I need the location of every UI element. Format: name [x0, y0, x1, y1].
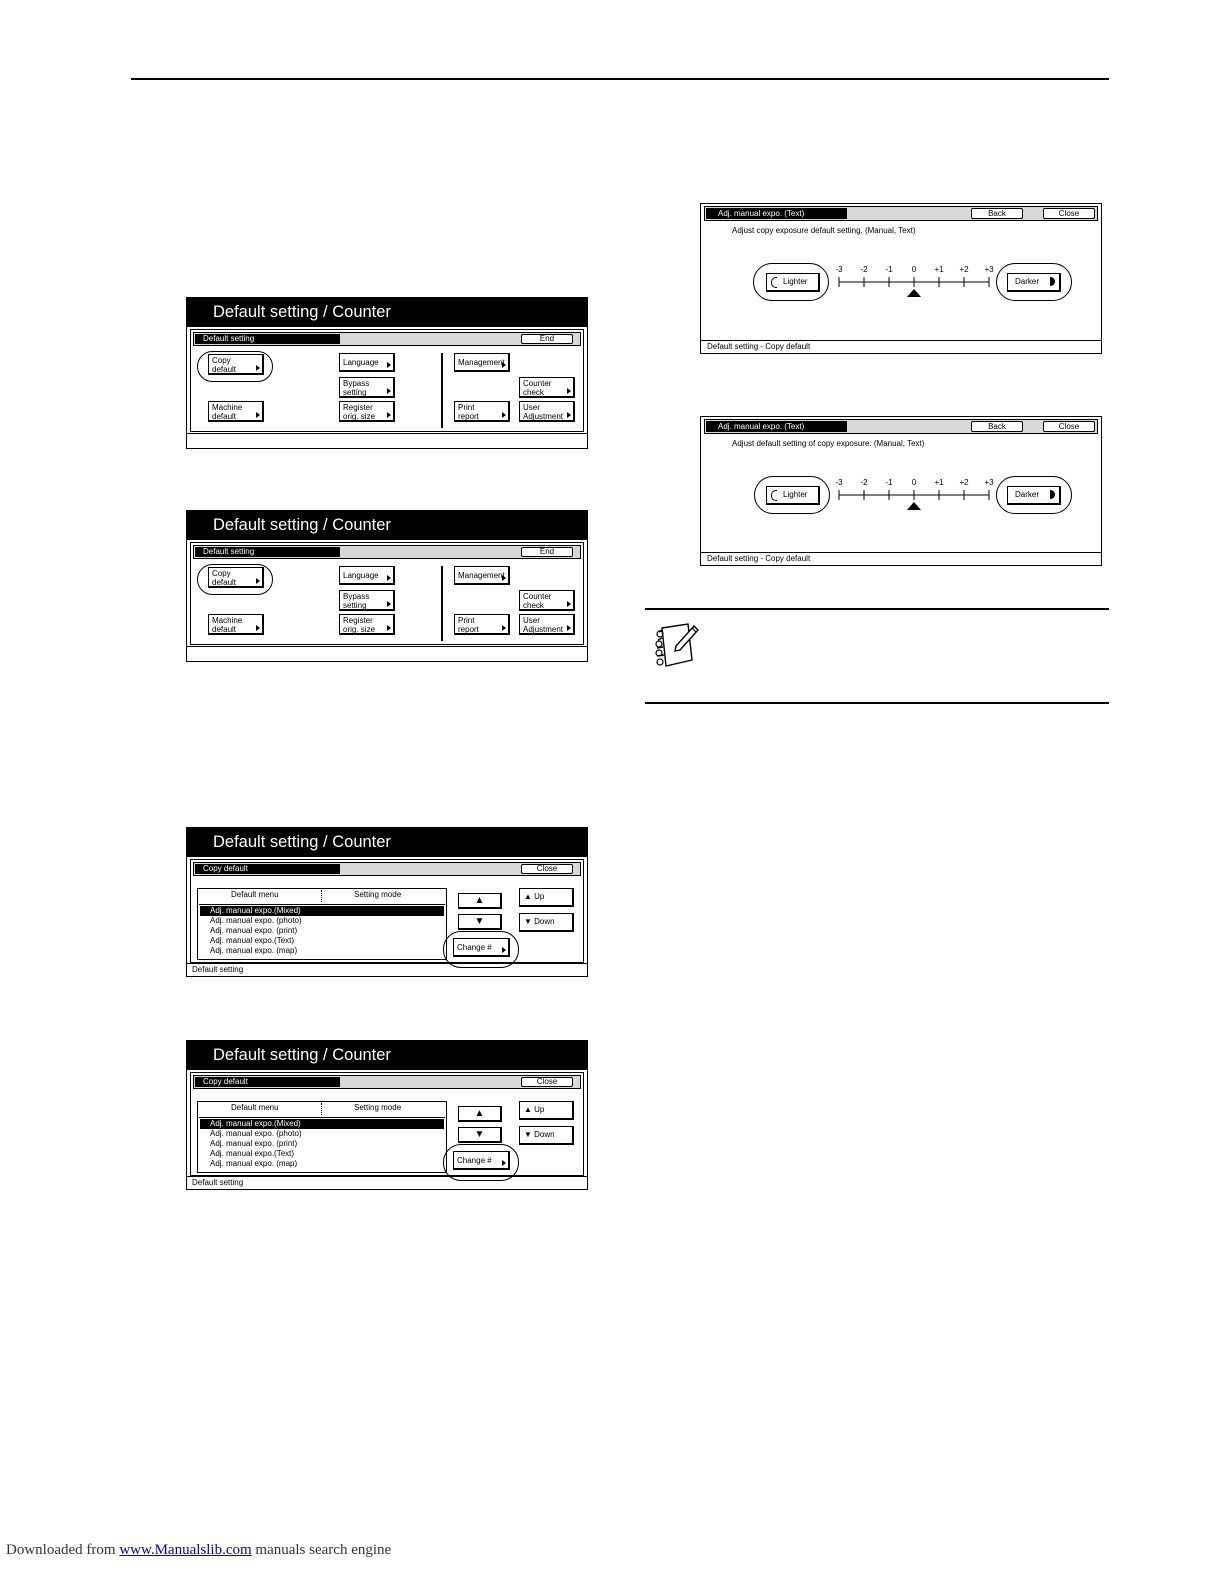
- arrow-right-icon: [387, 601, 391, 607]
- footer-breadcrumb: Default setting: [192, 965, 244, 974]
- close-button[interactable]: Close: [1043, 208, 1095, 219]
- screen-title: Default setting / Counter: [187, 1041, 587, 1070]
- arrow-right-icon: [387, 575, 391, 581]
- default-setting-screen-1: [186, 297, 588, 449]
- copy-default-screen-2: [186, 1040, 588, 1190]
- scale-label: +3: [984, 265, 994, 274]
- half-circle-left-icon: [771, 490, 777, 501]
- scale-label: -1: [885, 265, 893, 274]
- copy-default-screen-1: [186, 827, 588, 977]
- screen-title: Default setting / Counter: [187, 298, 587, 327]
- divider: [441, 353, 443, 428]
- arrow-right-icon: [256, 578, 260, 584]
- machine-default-button[interactable]: Machine default: [208, 401, 264, 422]
- scroll-down-button[interactable]: ▼: [458, 1127, 502, 1143]
- back-button[interactable]: Back: [971, 421, 1023, 432]
- scale-label: -3: [835, 265, 843, 274]
- change-button[interactable]: Change #: [453, 938, 510, 957]
- back-button[interactable]: Back: [971, 208, 1023, 219]
- language-button[interactable]: Language: [339, 566, 395, 585]
- exposure-scale: [831, 472, 995, 512]
- download-footer: Downloaded from www.Manualslib.com manuals search engine: [6, 1542, 392, 1558]
- manualslib-link[interactable]: www.Manualslib.com: [119, 1542, 252, 1558]
- down-button[interactable]: ▼ Down: [519, 913, 574, 932]
- management-button[interactable]: Management: [454, 566, 510, 585]
- list-item[interactable]: Adj. manual expo. (map): [210, 1159, 298, 1168]
- end-button[interactable]: End: [521, 547, 573, 557]
- scale-graphic: [831, 259, 995, 299]
- print-report-button[interactable]: Print report: [454, 614, 510, 635]
- notepad-icon: [648, 620, 700, 672]
- scale-label: -2: [860, 478, 868, 487]
- column-header-setting-mode: Setting mode: [354, 890, 402, 899]
- default-menu-list: [197, 888, 447, 960]
- exposure-screen-2: [700, 416, 1102, 566]
- header-label: Copy default: [195, 1077, 340, 1087]
- default-menu-list: [197, 1101, 447, 1173]
- scale-label: 0: [911, 265, 917, 274]
- divider: [441, 566, 443, 641]
- counter-check-button[interactable]: Counter check: [519, 377, 575, 398]
- exposure-scale: [831, 259, 995, 299]
- half-circle-right-icon: [1050, 277, 1055, 286]
- note-bottom-rule: [645, 702, 1109, 704]
- scroll-up-button[interactable]: ▲: [458, 893, 502, 909]
- column-header-setting-mode: Setting mode: [354, 1103, 402, 1112]
- scale-label: -1: [885, 478, 893, 487]
- user-adjustment-button[interactable]: User Adjustment: [519, 614, 575, 635]
- darker-button[interactable]: Darker: [1007, 486, 1061, 505]
- column-header-default-menu: Default menu: [231, 1103, 279, 1112]
- scale-label: +1: [934, 478, 944, 487]
- half-circle-right-icon: [1050, 490, 1055, 499]
- list-item[interactable]: Adj. manual expo. (map): [210, 946, 298, 955]
- scroll-down-button[interactable]: ▼: [458, 914, 502, 930]
- description: Adjust default setting of copy exposure. (Manual, Text): [732, 439, 925, 448]
- footer-breadcrumb: Default setting - Copy default: [707, 554, 811, 563]
- list-item[interactable]: Adj. manual expo. (photo): [210, 916, 302, 925]
- scale-label: +2: [959, 265, 969, 274]
- header-label: Default setting: [195, 547, 340, 557]
- down-button[interactable]: ▼ Down: [519, 1126, 574, 1145]
- scale-label: 0: [911, 478, 917, 487]
- bypass-setting-button[interactable]: Bypass setting: [339, 590, 395, 611]
- screen-title: Default setting / Counter: [187, 828, 587, 857]
- up-button[interactable]: ▲ Up: [519, 1101, 574, 1120]
- list-item[interactable]: Adj. manual expo.(Mixed): [200, 906, 444, 916]
- scale-label: +3: [984, 478, 994, 487]
- top-rule: [131, 78, 1109, 80]
- column-header-default-menu: Default menu: [231, 890, 279, 899]
- current-value-marker: [907, 289, 921, 297]
- scale-label: +1: [934, 265, 944, 274]
- arrow-right-icon: [567, 412, 571, 418]
- scroll-up-button[interactable]: ▲: [458, 1106, 502, 1122]
- arrow-right-icon: [502, 575, 506, 581]
- language-button[interactable]: Language: [339, 353, 395, 372]
- list-item[interactable]: Adj. manual expo.(Text): [210, 1149, 295, 1158]
- list-item[interactable]: Adj. manual expo. (print): [210, 1139, 298, 1148]
- half-circle-left-icon: [771, 277, 777, 288]
- up-button[interactable]: ▲ Up: [519, 888, 574, 907]
- arrow-right-icon: [567, 625, 571, 631]
- arrow-right-icon: [256, 365, 260, 371]
- scale-label: +2: [959, 478, 969, 487]
- arrow-right-icon: [256, 412, 260, 418]
- arrow-right-icon: [567, 388, 571, 394]
- end-button[interactable]: End: [521, 334, 573, 344]
- arrow-right-icon: [502, 1160, 506, 1166]
- note-top-rule: [645, 608, 1109, 610]
- arrow-right-icon: [502, 947, 506, 953]
- scale-label: -2: [860, 265, 868, 274]
- exposure-screen-1: [700, 203, 1102, 354]
- screen-title: Adj. manual expo. (Text): [706, 208, 847, 219]
- screen-title: Adj. manual expo. (Text): [706, 421, 847, 432]
- lighter-button[interactable]: Lighter: [766, 486, 820, 505]
- header-label: Default setting: [195, 334, 340, 344]
- current-value-marker: [907, 502, 921, 510]
- copy-default-button[interactable]: Copy default: [208, 354, 264, 375]
- arrow-right-icon: [567, 601, 571, 607]
- footer-breadcrumb: Default setting - Copy default: [707, 342, 811, 351]
- arrow-right-icon: [387, 412, 391, 418]
- copy-default-button[interactable]: Copy default: [208, 567, 264, 588]
- close-button[interactable]: Close: [521, 1077, 573, 1087]
- header-label: Copy default: [195, 864, 340, 874]
- screen-title: Default setting / Counter: [187, 511, 587, 540]
- arrow-right-icon: [256, 625, 260, 631]
- description: Adjust copy exposure default setting. (Manual, Text): [732, 226, 916, 235]
- management-button[interactable]: Management: [454, 353, 510, 372]
- darker-button[interactable]: Darker: [1007, 273, 1061, 292]
- list-item[interactable]: Adj. manual expo. (photo): [210, 1129, 302, 1138]
- lighter-button[interactable]: Lighter: [766, 273, 820, 292]
- arrow-right-icon: [502, 625, 506, 631]
- list-item[interactable]: Adj. manual expo.(Mixed): [200, 1119, 444, 1129]
- default-setting-screen-2: [186, 510, 588, 662]
- machine-default-button[interactable]: Machine default: [208, 614, 264, 635]
- change-button[interactable]: Change #: [453, 1151, 510, 1170]
- close-button[interactable]: Close: [1043, 421, 1095, 432]
- user-adjustment-button[interactable]: User Adjustment: [519, 401, 575, 422]
- arrow-right-icon: [502, 412, 506, 418]
- print-report-button[interactable]: Print report: [454, 401, 510, 422]
- bypass-setting-button[interactable]: Bypass setting: [339, 377, 395, 398]
- close-button[interactable]: Close: [521, 864, 573, 874]
- register-orig-size-button[interactable]: Register orig. size: [339, 401, 395, 422]
- arrow-right-icon: [387, 625, 391, 631]
- list-item[interactable]: Adj. manual expo. (print): [210, 926, 298, 935]
- arrow-right-icon: [502, 362, 506, 368]
- footer-breadcrumb: Default setting: [192, 1178, 244, 1187]
- counter-check-button[interactable]: Counter check: [519, 590, 575, 611]
- arrow-right-icon: [387, 388, 391, 394]
- arrow-right-icon: [387, 362, 391, 368]
- scale-label: -3: [835, 478, 843, 487]
- register-orig-size-button[interactable]: Register orig. size: [339, 614, 395, 635]
- scale-graphic: [831, 472, 995, 512]
- list-item[interactable]: Adj. manual expo.(Text): [210, 936, 295, 945]
